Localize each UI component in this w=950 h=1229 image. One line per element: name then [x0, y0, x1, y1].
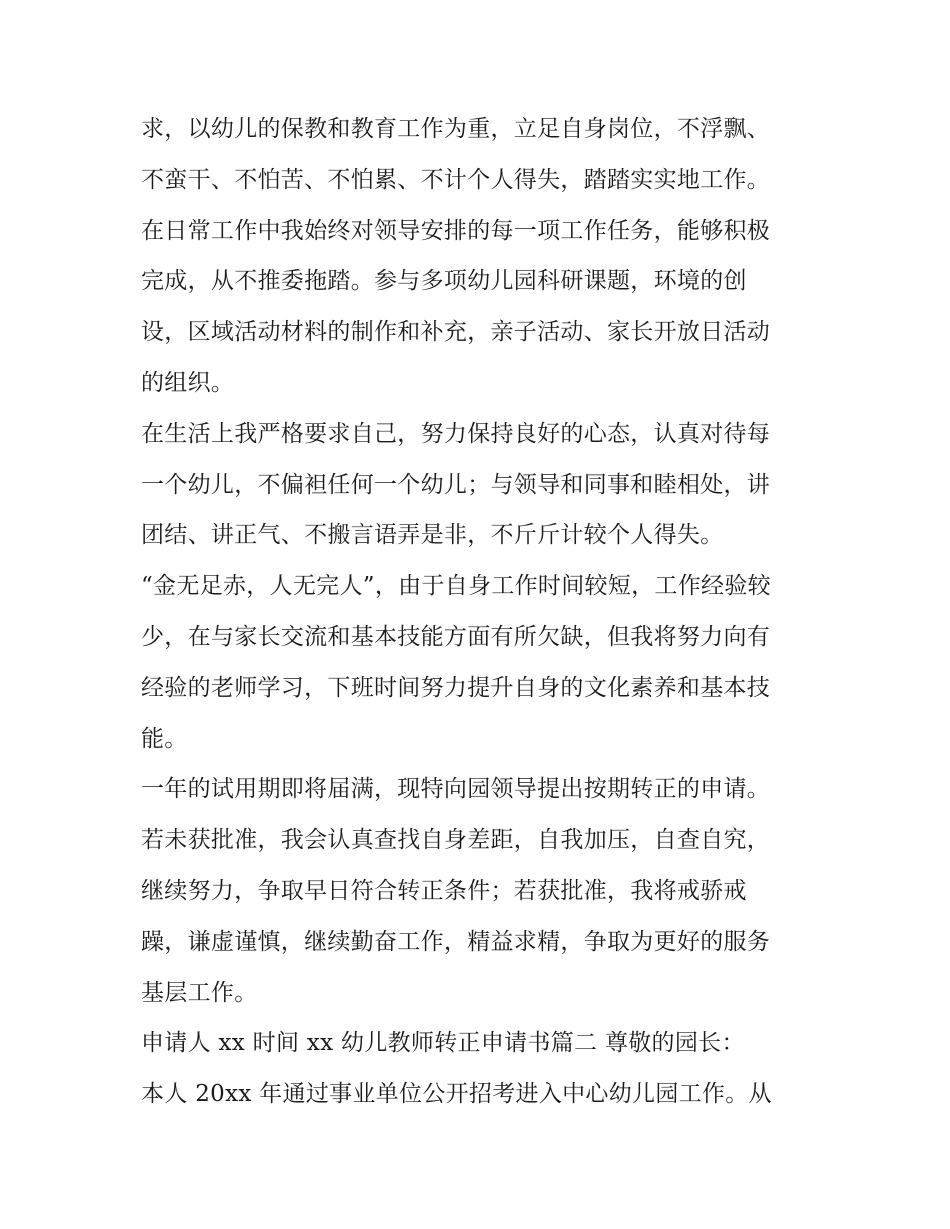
text-line: 完成，从不推委拖踏。参与多项幼儿园科研课题，环境的创	[141, 268, 747, 295]
text-line: 若未获批准，我会认真查找自身差距，自我加压，自查自究，	[141, 827, 771, 854]
text-line: 申请人 xx 时间 xx 幼儿教师转正申请书篇二 尊敬的园长：	[141, 1030, 745, 1057]
text-line: 求，以幼儿的保教和教育工作为重，立足自身岗位，不浮飘、	[141, 116, 771, 142]
text-line: 团结、讲正气、不搬言语弄是非，不斤斤计较个人得失。	[141, 522, 724, 549]
document-body	[141, 104, 821, 1120]
text-line: “金无足赤，人无完人”，由于自身工作时间较短，工作经验较	[141, 573, 771, 600]
text-line: 一年的试用期即将届满，现特向园领导提出按期转正的申请。	[141, 776, 771, 803]
text-line: 经验的老师学习，下班时间努力提升自身的文化素养和基本技	[141, 674, 771, 701]
text-line: 基层工作。	[141, 979, 258, 1006]
text-line: 一个幼儿，不偏袒任何一个幼儿；与领导和同事和睦相处，讲	[141, 471, 771, 498]
text-line: 继续努力，争取早日符合转正条件；若获批准，我将戒骄戒	[141, 877, 747, 904]
text-line: 的组织。	[141, 369, 235, 396]
text-line: 不蛮干、不怕苦、不怕累、不计个人得失，踏踏实实地工作。	[141, 166, 771, 193]
text-line: 在日常工作中我始终对领导安排的每一项工作任务，能够积极	[141, 217, 771, 244]
text-line: 本人 20xx 年通过事业单位公开招考进入中心幼儿园工作。从	[141, 1081, 772, 1108]
text-line: 设，区域活动材料的制作和补充，亲子活动、家长开放日活动	[141, 319, 771, 346]
text-line: 躁，谦虚谨慎，继续勤奋工作，精益求精，争取为更好的服务	[141, 928, 771, 955]
text-line: 能。	[141, 725, 188, 752]
text-line: 少，在与家长交流和基本技能方面有所欠缺，但我将努力向有	[141, 623, 771, 650]
text-line: 在生活上我严格要求自己，努力保持良好的心态，认真对待每	[141, 420, 771, 447]
